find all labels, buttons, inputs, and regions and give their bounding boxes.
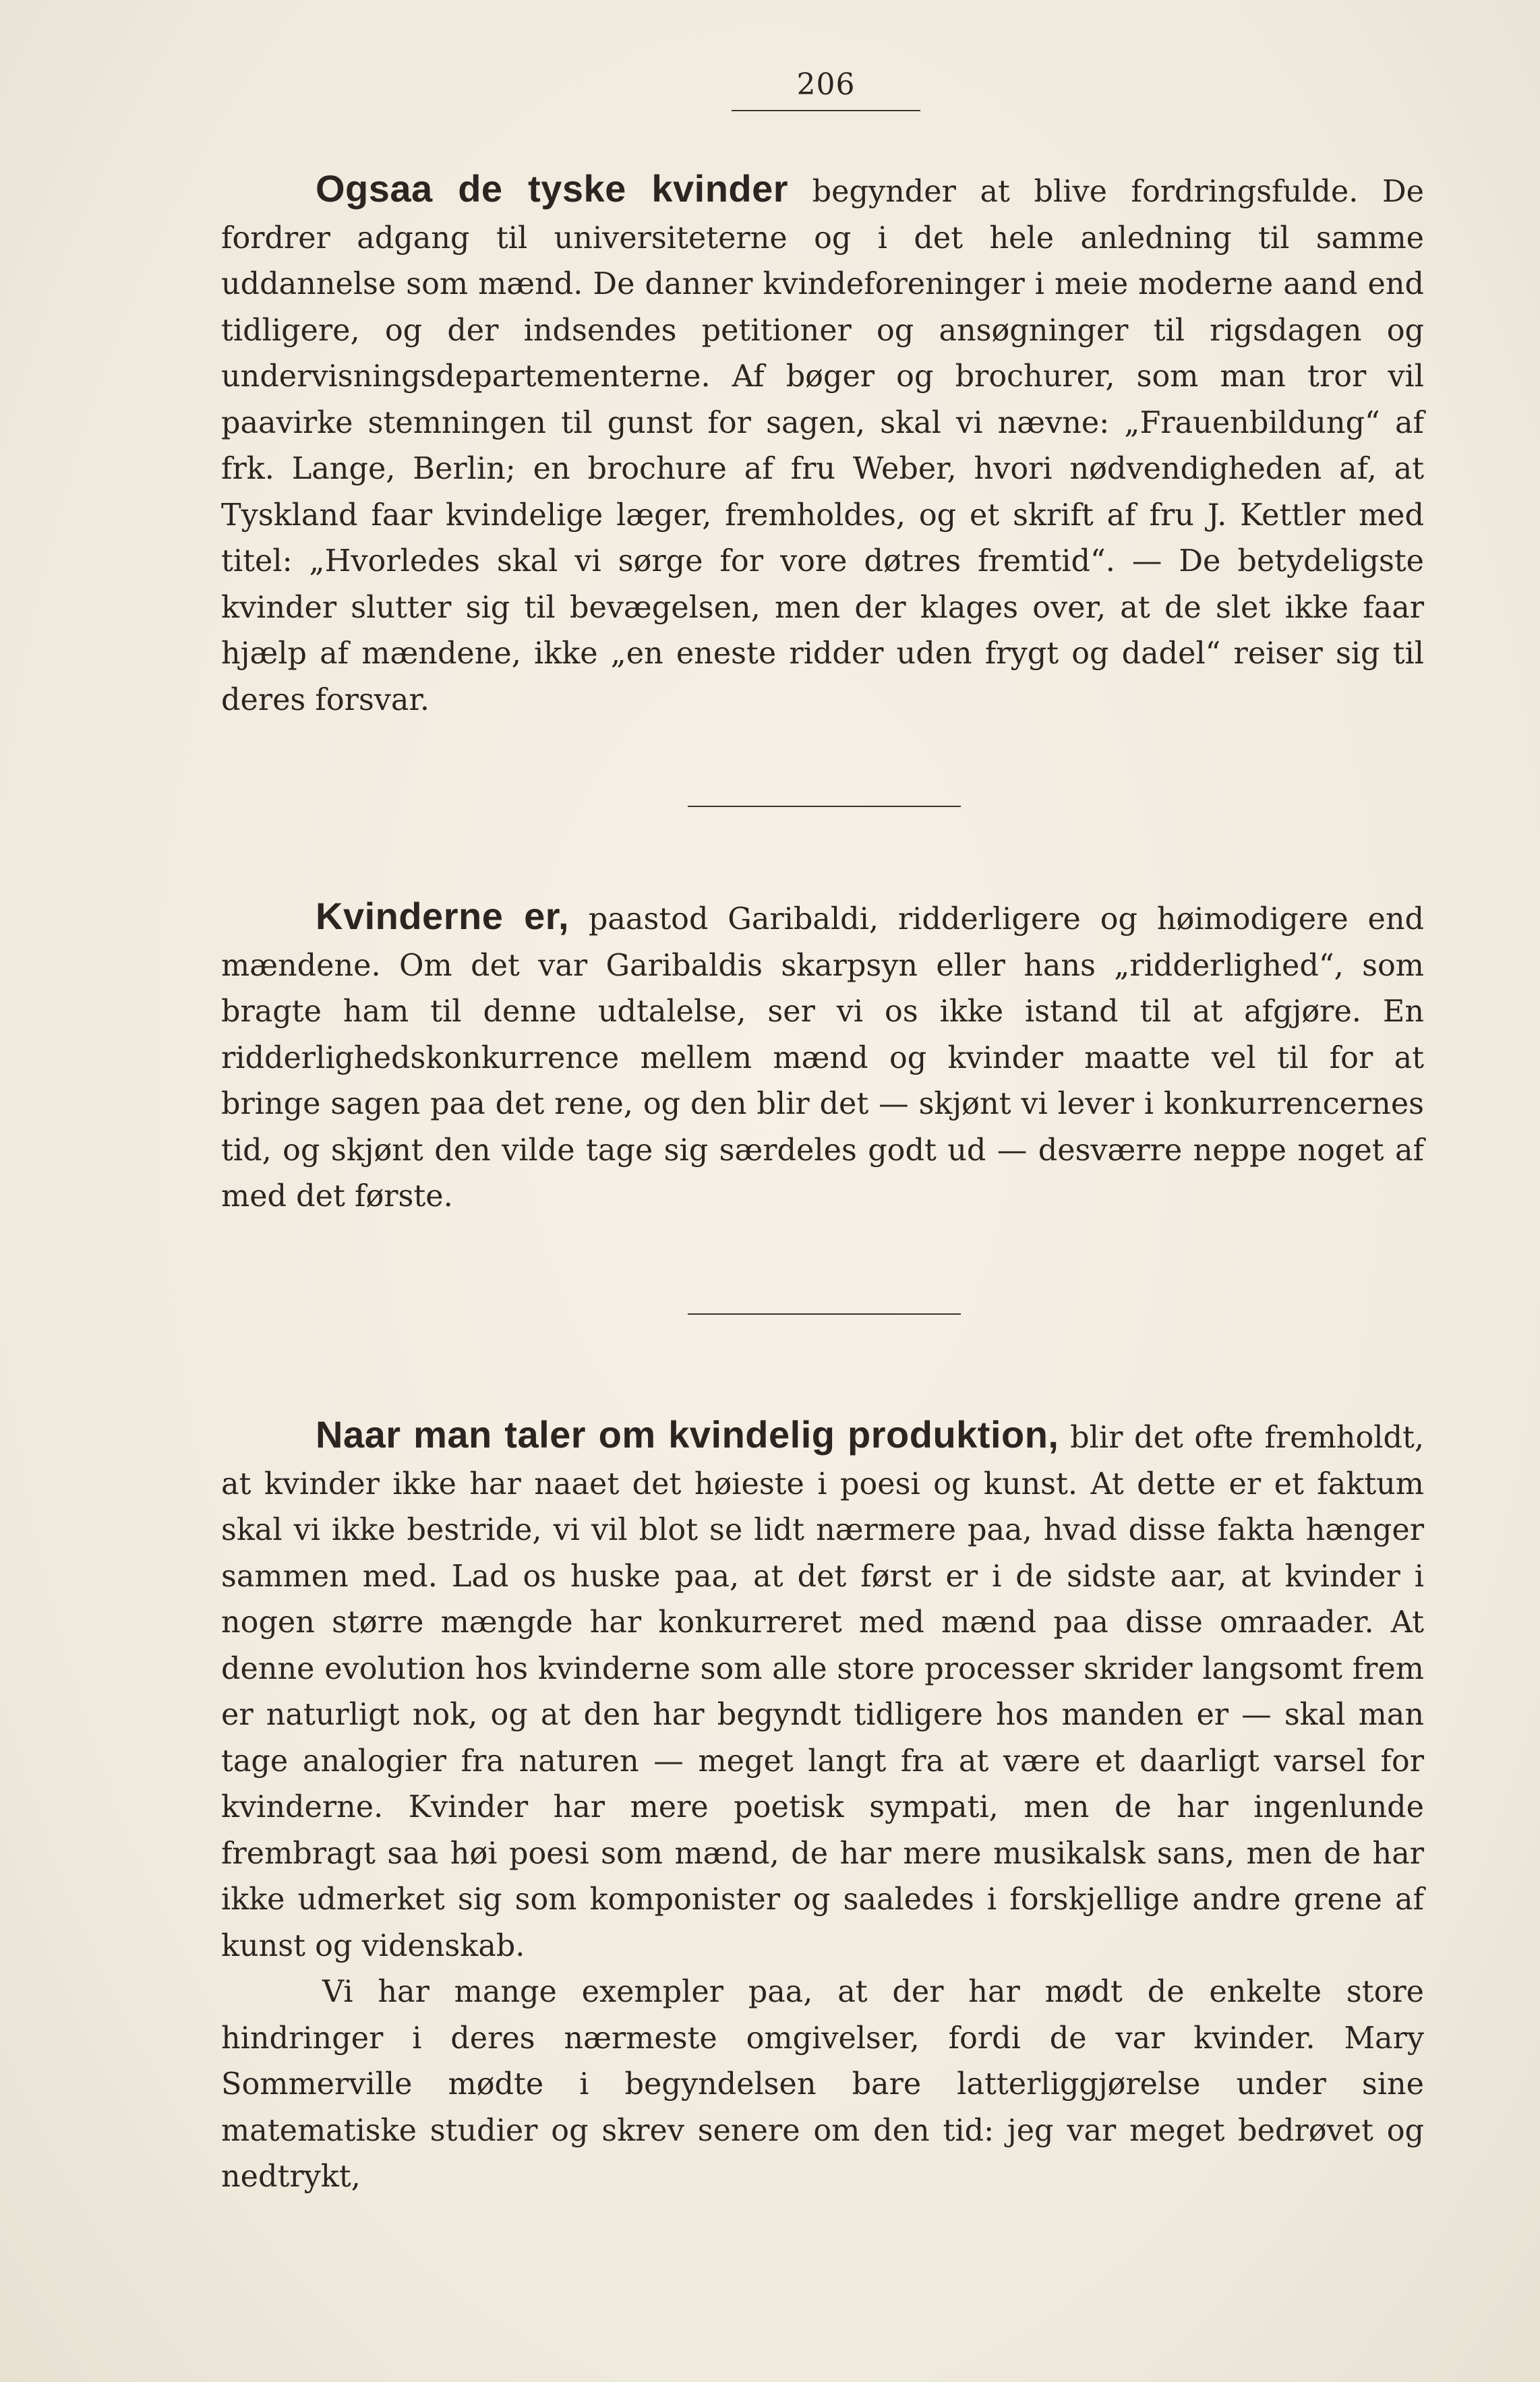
paragraph-text: paastod Garibaldi, ridderligere og høimodigere end mændene. Om det var Garibaldis skarpsyn eller hans „ridderlighed“, som bragte ham til denne udtalelse, ser vi os ikke istand til at afgjøre. En ridderlighedskonkurrence mellem mænd og kvinder maatte vel til for at bringe sagen paa det rene, og den blir det — skjønt vi lever i konkurrencernes tid, og skjønt den vilde tage sig særdeles godt ud — desværre neppe noget af med det første. (221, 902, 1424, 1214)
paragraph (221, 893, 1424, 1220)
paragraph (221, 166, 1424, 723)
section-divider (688, 1313, 961, 1315)
paragraph-text: begynder at blive fordringsfulde. De fordrer adgang til universiteterne og i det hele anledning til samme uddannelse som mænd. De danner kvindeforeninger i meie moderne aand end tidligere, og der indsendes petitioner og ansøgninger til rigsdagen og undervisningsdepartementerne. Af bøger og brochurer, som man tror vil paavirke stemningen til gunst for sagen, skal vi nævne: „Frauenbildung“ af frk. Lange, Berlin; en brochure af fru Weber, hvori nødvendigheden af, at Tyskland faar kvindelige læger, fremholdes, og et skrift af fru J. Kettler med titel: „Hvorledes skal vi sørge for vore døtres fremtid“. — De betydeligste kvinder slutter sig til bevægelsen, men der klages over, at de slet ikke faar hjælp af mændene, ikke „en eneste ridder uden frygt og dadel“ reiser sig til deres forsvar. (221, 175, 1424, 717)
paragraph (221, 1412, 1424, 1969)
section-kvindelig-produktion (221, 1412, 1424, 2201)
page-number-rule (732, 110, 920, 111)
paragraph-text: Vi har mange exempler paa, at der har mødt de enkelte store hindringer i deres nærmeste omgivelser, fordi de var kvinder. Mary Sommerville mødte i begyndelsen bare latterliggjørelse under sine matematiske studier og skrev senere om den tid: jeg var meget bedrøvet og nedtrykt, (221, 1975, 1424, 2194)
section-lead: Naar man taler om kvindelig produktion, (316, 1413, 1059, 1456)
paragraph-text: blir det ofte fremholdt, at kvinder ikke har naaet det høieste i poesi og kunst. At dette er et faktum skal vi ikke bestride, vi vil blot se lidt nærmere paa, hvad disse fakta hænger sammen med. Lad os huske paa, at det først er i de sidste aar, at kvinder i nogen større mængde har konkurreret med mænd paa disse omraader. At denne evolution hos kvinderne som alle store processer skrider langsomt frem er naturligt nok, og at den har begyndt tidligere hos manden er — skal man tage analogier fra naturen — meget langt fra at være et daarligt varsel for kvinderne. Kvinder har mere poetisk sympati, men de har ingenlunde frembragt saa høi poesi som mænd, de har mere musikalsk sans, men de har ikke udmerket sig som komponister og saaledes i forskjellige andre grene af kunst og videnskab. (221, 1421, 1424, 1963)
page-number: 206 (796, 67, 856, 102)
section-kvinderne-er (221, 893, 1424, 1220)
section-tyske-kvinder (221, 166, 1424, 723)
section-lead: Kvinderne er, (316, 895, 570, 937)
section-lead: Ogsaa de tyske kvinder (316, 167, 789, 210)
section-divider (688, 806, 961, 807)
paragraph (221, 1969, 1424, 2201)
